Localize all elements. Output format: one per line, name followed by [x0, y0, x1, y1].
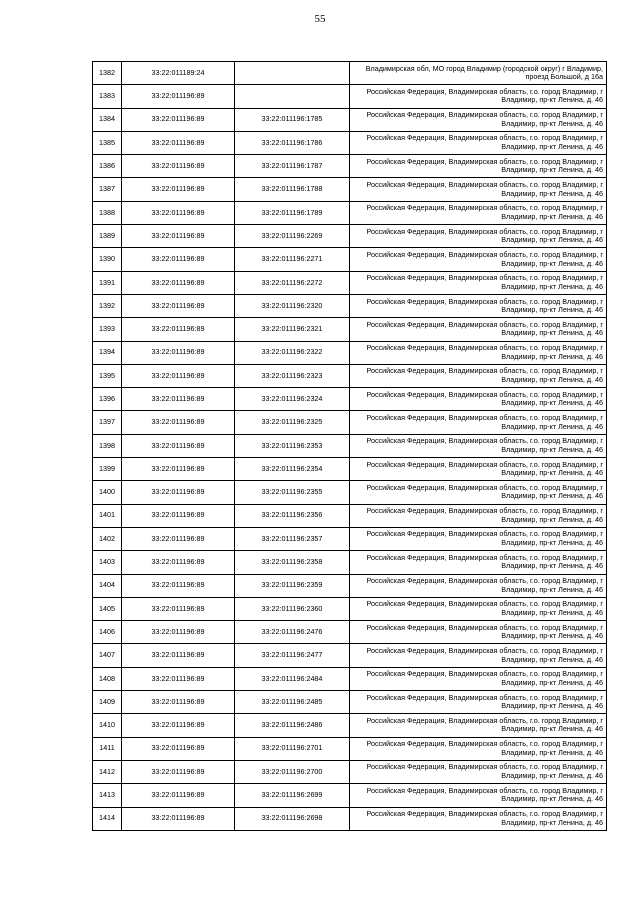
row-number-cell: 1401 — [93, 504, 122, 527]
object-cadastral-number-cell: 33:22:011196:2356 — [235, 504, 350, 527]
row-number-cell: 1393 — [93, 318, 122, 341]
table-row — [93, 621, 607, 644]
cadastral-number-cell: 33:22:011196:89 — [122, 760, 235, 783]
address-cell: Российская Федерация, Владимирская область, г.о. город Владимир, г Владимир, пр-кт Ленина, д. 46 — [350, 504, 607, 527]
object-cadastral-number-cell: 33:22:011196:2325 — [235, 411, 350, 434]
address-cell: Российская Федерация, Владимирская область, г.о. город Владимир, г Владимир, пр-кт Ленина, д. 46 — [350, 737, 607, 760]
table-row — [93, 760, 607, 783]
row-number-cell: 1395 — [93, 364, 122, 387]
table-row — [93, 481, 607, 504]
address-cell: Российская Федерация, Владимирская область, г.о. город Владимир, г Владимир, пр-кт Ленина, д. 46 — [350, 527, 607, 550]
cadastral-number-cell: 33:22:011196:89 — [122, 621, 235, 644]
cadastral-number-cell: 33:22:011196:89 — [122, 481, 235, 504]
address-cell: Российская Федерация, Владимирская область, г.о. город Владимир, г Владимир, пр-кт Ленина, д. 46 — [350, 108, 607, 131]
row-number-cell: 1405 — [93, 597, 122, 620]
object-cadastral-number-cell: 33:22:011196:2355 — [235, 481, 350, 504]
address-cell: Российская Федерация, Владимирская область, г.о. город Владимир, г Владимир, пр-кт Ленина, д. 46 — [350, 760, 607, 783]
row-number-cell: 1390 — [93, 248, 122, 271]
address-cell: Российская Федерация, Владимирская область, г.о. город Владимир, г Владимир, пр-кт Ленина, д. 46 — [350, 667, 607, 690]
object-cadastral-number-cell: 33:22:011196:2360 — [235, 597, 350, 620]
table-row — [93, 644, 607, 667]
table-row — [93, 434, 607, 457]
cadastral-number-cell: 33:22:011196:89 — [122, 178, 235, 201]
row-number-cell: 1382 — [93, 62, 122, 85]
table-row — [93, 318, 607, 341]
cadastral-number-cell: 33:22:011196:89 — [122, 597, 235, 620]
object-cadastral-number-cell: 33:22:011196:1786 — [235, 131, 350, 154]
object-cadastral-number-cell: 33:22:011196:1785 — [235, 108, 350, 131]
object-cadastral-number-cell: 33:22:011196:2700 — [235, 760, 350, 783]
cadastral-number-cell: 33:22:011196:89 — [122, 807, 235, 830]
object-cadastral-number-cell: 33:22:011196:2477 — [235, 644, 350, 667]
address-cell: Российская Федерация, Владимирская область, г.о. город Владимир, г Владимир, пр-кт Ленина, д. 46 — [350, 201, 607, 224]
table-row — [93, 155, 607, 178]
table-row — [93, 597, 607, 620]
table-row — [93, 691, 607, 714]
row-number-cell: 1409 — [93, 691, 122, 714]
table-row — [93, 271, 607, 294]
row-number-cell: 1408 — [93, 667, 122, 690]
address-cell: Российская Федерация, Владимирская область, г.о. город Владимир, г Владимир, пр-кт Ленина, д. 46 — [350, 551, 607, 574]
cadastral-number-cell: 33:22:011196:89 — [122, 271, 235, 294]
address-cell: Российская Федерация, Владимирская область, г.о. город Владимир, г Владимир, пр-кт Ленина, д. 46 — [350, 691, 607, 714]
row-number-cell: 1384 — [93, 108, 122, 131]
table-row — [93, 248, 607, 271]
table-row — [93, 201, 607, 224]
row-number-cell: 1413 — [93, 784, 122, 807]
table-row — [93, 807, 607, 830]
address-cell: Российская Федерация, Владимирская область, г.о. город Владимир, г Владимир, пр-кт Ленина, д. 46 — [350, 714, 607, 737]
address-cell: Российская Федерация, Владимирская область, г.о. город Владимир, г Владимир, пр-кт Ленина, д. 46 — [350, 225, 607, 248]
object-cadastral-number-cell: 33:22:011196:2359 — [235, 574, 350, 597]
object-cadastral-number-cell: 33:22:011196:1788 — [235, 178, 350, 201]
address-cell: Российская Федерация, Владимирская область, г.о. город Владимир, г Владимир, пр-кт Ленина, д. 46 — [350, 411, 607, 434]
table-row — [93, 131, 607, 154]
table-row — [93, 62, 607, 85]
cadastral-number-cell: 33:22:011196:89 — [122, 364, 235, 387]
registry-table — [92, 61, 607, 831]
row-number-cell: 1404 — [93, 574, 122, 597]
address-cell: Российская Федерация, Владимирская область, г.о. город Владимир, г Владимир, пр-кт Ленина, д. 46 — [350, 574, 607, 597]
cadastral-number-cell: 33:22:011196:89 — [122, 318, 235, 341]
cadastral-number-cell: 33:22:011196:89 — [122, 85, 235, 108]
cadastral-number-cell: 33:22:011196:89 — [122, 294, 235, 317]
row-number-cell: 1398 — [93, 434, 122, 457]
row-number-cell: 1397 — [93, 411, 122, 434]
cadastral-number-cell: 33:22:011189:24 — [122, 62, 235, 85]
object-cadastral-number-cell: 33:22:011196:2486 — [235, 714, 350, 737]
object-cadastral-number-cell: 33:22:011196:1789 — [235, 201, 350, 224]
row-number-cell: 1385 — [93, 131, 122, 154]
table-row — [93, 504, 607, 527]
address-cell: Российская Федерация, Владимирская область, г.о. город Владимир, г Владимир, пр-кт Ленина, д. 46 — [350, 178, 607, 201]
address-cell: Российская Федерация, Владимирская область, г.о. город Владимир, г Владимир, пр-кт Ленина, д. 46 — [350, 458, 607, 481]
table-row — [93, 737, 607, 760]
address-cell: Российская Федерация, Владимирская область, г.о. город Владимир, г Владимир, пр-кт Ленина, д. 46 — [350, 644, 607, 667]
cadastral-number-cell: 33:22:011196:89 — [122, 225, 235, 248]
row-number-cell: 1403 — [93, 551, 122, 574]
table-row — [93, 294, 607, 317]
address-cell: Российская Федерация, Владимирская область, г.о. город Владимир, г Владимир, пр-кт Ленина, д. 46 — [350, 784, 607, 807]
object-cadastral-number-cell: 33:22:011196:2354 — [235, 458, 350, 481]
row-number-cell: 1387 — [93, 178, 122, 201]
address-cell: Российская Федерация, Владимирская область, г.о. город Владимир, г Владимир, пр-кт Ленина, д. 46 — [350, 341, 607, 364]
row-number-cell: 1386 — [93, 155, 122, 178]
cadastral-number-cell: 33:22:011196:89 — [122, 248, 235, 271]
row-number-cell: 1399 — [93, 458, 122, 481]
address-cell: Российская Федерация, Владимирская область, г.о. город Владимир, г Владимир, пр-кт Ленина, д. 46 — [350, 131, 607, 154]
row-number-cell: 1407 — [93, 644, 122, 667]
row-number-cell: 1391 — [93, 271, 122, 294]
row-number-cell: 1392 — [93, 294, 122, 317]
object-cadastral-number-cell — [235, 62, 350, 85]
object-cadastral-number-cell: 33:22:011196:2357 — [235, 527, 350, 550]
object-cadastral-number-cell: 33:22:011196:2484 — [235, 667, 350, 690]
cadastral-number-cell: 33:22:011196:89 — [122, 434, 235, 457]
address-cell: Владимирская обл, МО город Владимир (городской округ) г Владимир, проезд Большой, д 16а — [350, 62, 607, 85]
row-number-cell: 1383 — [93, 85, 122, 108]
address-cell: Российская Федерация, Владимирская область, г.о. город Владимир, г Владимир, пр-кт Ленина, д. 46 — [350, 388, 607, 411]
address-cell: Российская Федерация, Владимирская область, г.о. город Владимир, г Владимир, пр-кт Ленина, д. 46 — [350, 248, 607, 271]
object-cadastral-number-cell: 33:22:011196:2272 — [235, 271, 350, 294]
table-row — [93, 574, 607, 597]
row-number-cell: 1389 — [93, 225, 122, 248]
cadastral-number-cell: 33:22:011196:89 — [122, 155, 235, 178]
cadastral-number-cell: 33:22:011196:89 — [122, 667, 235, 690]
table-row — [93, 108, 607, 131]
cadastral-number-cell: 33:22:011196:89 — [122, 551, 235, 574]
table-row — [93, 225, 607, 248]
row-number-cell: 1396 — [93, 388, 122, 411]
cadastral-number-cell: 33:22:011196:89 — [122, 411, 235, 434]
address-cell: Российская Федерация, Владимирская область, г.о. город Владимир, г Владимир, пр-кт Ленина, д. 46 — [350, 318, 607, 341]
object-cadastral-number-cell: 33:22:011196:2701 — [235, 737, 350, 760]
address-cell: Российская Федерация, Владимирская область, г.о. город Владимир, г Владимир, пр-кт Ленина, д. 46 — [350, 621, 607, 644]
cadastral-number-cell: 33:22:011196:89 — [122, 691, 235, 714]
table-row — [93, 85, 607, 108]
address-cell: Российская Федерация, Владимирская область, г.о. город Владимир, г Владимир, пр-кт Ленина, д. 46 — [350, 481, 607, 504]
row-number-cell: 1402 — [93, 527, 122, 550]
row-number-cell: 1394 — [93, 341, 122, 364]
cadastral-number-cell: 33:22:011196:89 — [122, 784, 235, 807]
cadastral-number-cell: 33:22:011196:89 — [122, 388, 235, 411]
row-number-cell: 1411 — [93, 737, 122, 760]
object-cadastral-number-cell: 33:22:011196:2322 — [235, 341, 350, 364]
page-number: 55 — [314, 13, 326, 25]
table-row — [93, 388, 607, 411]
address-cell: Российская Федерация, Владимирская область, г.о. город Владимир, г Владимир, пр-кт Ленина, д. 46 — [350, 597, 607, 620]
cadastral-number-cell: 33:22:011196:89 — [122, 458, 235, 481]
address-cell: Российская Федерация, Владимирская область, г.о. город Владимир, г Владимир, пр-кт Ленина, д. 46 — [350, 155, 607, 178]
object-cadastral-number-cell: 33:22:011196:2269 — [235, 225, 350, 248]
table-body — [93, 62, 607, 831]
address-cell: Российская Федерация, Владимирская область, г.о. город Владимир, г Владимир, пр-кт Ленина, д. 46 — [350, 807, 607, 830]
table-row — [93, 714, 607, 737]
address-cell: Российская Федерация, Владимирская область, г.о. город Владимир, г Владимир, пр-кт Ленина, д. 46 — [350, 271, 607, 294]
table-row — [93, 527, 607, 550]
object-cadastral-number-cell: 33:22:011196:2699 — [235, 784, 350, 807]
cadastral-number-cell: 33:22:011196:89 — [122, 644, 235, 667]
object-cadastral-number-cell: 33:22:011196:2321 — [235, 318, 350, 341]
table-row — [93, 458, 607, 481]
table-row — [93, 364, 607, 387]
row-number-cell: 1410 — [93, 714, 122, 737]
table-row — [93, 411, 607, 434]
cadastral-number-cell: 33:22:011196:89 — [122, 714, 235, 737]
object-cadastral-number-cell: 33:22:011196:2323 — [235, 364, 350, 387]
object-cadastral-number-cell: 33:22:011196:2485 — [235, 691, 350, 714]
row-number-cell: 1414 — [93, 807, 122, 830]
row-number-cell: 1406 — [93, 621, 122, 644]
object-cadastral-number-cell: 33:22:011196:2271 — [235, 248, 350, 271]
table-row — [93, 178, 607, 201]
object-cadastral-number-cell: 33:22:011196:1787 — [235, 155, 350, 178]
row-number-cell: 1400 — [93, 481, 122, 504]
row-number-cell: 1412 — [93, 760, 122, 783]
object-cadastral-number-cell: 33:22:011196:2320 — [235, 294, 350, 317]
address-cell: Российская Федерация, Владимирская область, г.о. город Владимир, г Владимир, пр-кт Ленина, д. 46 — [350, 85, 607, 108]
object-cadastral-number-cell: 33:22:011196:2476 — [235, 621, 350, 644]
cadastral-number-cell: 33:22:011196:89 — [122, 504, 235, 527]
cadastral-number-cell: 33:22:011196:89 — [122, 201, 235, 224]
cadastral-number-cell: 33:22:011196:89 — [122, 574, 235, 597]
cadastral-number-cell: 33:22:011196:89 — [122, 131, 235, 154]
table-row — [93, 667, 607, 690]
cadastral-number-cell: 33:22:011196:89 — [122, 737, 235, 760]
row-number-cell: 1388 — [93, 201, 122, 224]
object-cadastral-number-cell — [235, 85, 350, 108]
table-row — [93, 341, 607, 364]
address-cell: Российская Федерация, Владимирская область, г.о. город Владимир, г Владимир, пр-кт Ленина, д. 46 — [350, 364, 607, 387]
object-cadastral-number-cell: 33:22:011196:2353 — [235, 434, 350, 457]
object-cadastral-number-cell: 33:22:011196:2324 — [235, 388, 350, 411]
address-cell: Российская Федерация, Владимирская область, г.о. город Владимир, г Владимир, пр-кт Ленина, д. 46 — [350, 294, 607, 317]
table-row — [93, 784, 607, 807]
address-cell: Российская Федерация, Владимирская область, г.о. город Владимир, г Владимир, пр-кт Ленина, д. 46 — [350, 434, 607, 457]
object-cadastral-number-cell: 33:22:011196:2698 — [235, 807, 350, 830]
table-row — [93, 551, 607, 574]
cadastral-number-cell: 33:22:011196:89 — [122, 527, 235, 550]
cadastral-number-cell: 33:22:011196:89 — [122, 341, 235, 364]
cadastral-number-cell: 33:22:011196:89 — [122, 108, 235, 131]
object-cadastral-number-cell: 33:22:011196:2358 — [235, 551, 350, 574]
